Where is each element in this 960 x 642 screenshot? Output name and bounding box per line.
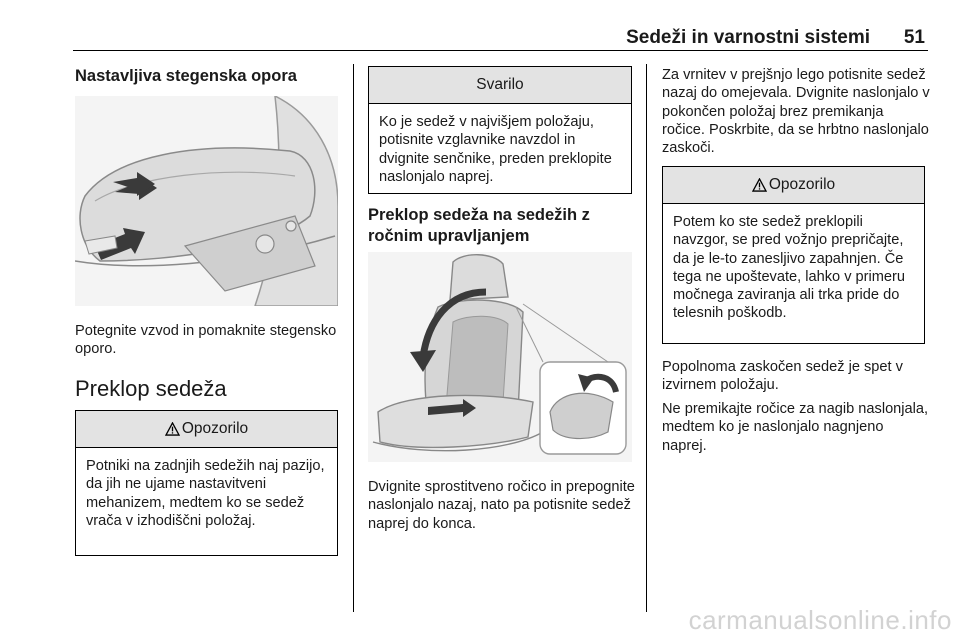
- warning-triangle-icon: [752, 178, 767, 192]
- warning-box-text: Potem ko ste sedež preklopili navzgor, se pred vožnjo prepričajte, da je le-to zanesljivo zapahnjen. Če tega ne upoštevate, lahko v primeru močnega zaviranja ali trka pride do telesnih poškodb.: [673, 214, 906, 322]
- warning-box-title: Opozorilo: [768, 176, 836, 193]
- thigh-support-heading: Nastavljiva stegenska opora: [75, 67, 297, 85]
- return-position-text: Za vrnitev v prejšnjo lego potisnite sedež nazaj do omejevala. Dvignite naslonjalo v pokončen položaj brez premikanja ročice. Poskrbite, da se hrbtno naslonjalo zaskoči.: [662, 67, 930, 157]
- warning-box-rear-passengers: [75, 410, 338, 556]
- thigh-support-illustration: [75, 96, 338, 306]
- warning-box-header: [663, 167, 924, 204]
- thigh-support-caption: Potegnite vzvod in pomaknite stegensko oporo.: [75, 323, 337, 358]
- warning-box-text: Potniki na zadnjih sedežih naj pazijo, da jih ne ujame nastavitveni mehanizem, medtem ko se sedež vrača v izhodiščni položaj.: [86, 458, 325, 529]
- column-divider-right: [646, 64, 647, 612]
- column-divider-left: [353, 64, 354, 612]
- warning-box-header: [76, 411, 337, 448]
- notice-box-text: Ko je sedež v najvišjem položaju, potisnite vzglavnike navzdol in dvignite senčnike, preden preklopite naslonjalo naprej.: [379, 114, 612, 185]
- notice-box-title: Svarilo: [476, 76, 524, 93]
- seat-fold-illustration: [368, 252, 632, 462]
- manual-seat-fold-heading: Preklop sedeža na sedežih z ročnim upravljanjem: [368, 206, 590, 245]
- header-rule: [73, 50, 928, 51]
- seat-fold-drawing: [368, 252, 632, 462]
- seat-fold-section-title: Preklop sedeža: [75, 376, 227, 401]
- seat-fold-caption: Dvignite sprostitveno ročico in prepognite naslonjalo nazaj, nato pa potisnite sedež naprej do konca.: [368, 479, 635, 532]
- page-number: 51: [903, 27, 925, 48]
- warning-triangle-icon: [165, 422, 180, 436]
- seat-cushion-drawing: [75, 96, 338, 306]
- do-not-move-lever-text: Ne premikajte ročice za nagib naslonjala, medtem ko je naslonjalo nagnjeno naprej.: [662, 401, 929, 454]
- seat-locked-text: Popolnoma zaskočen sedež je spet v izvirnem položaju.: [662, 359, 903, 394]
- warning-box-title: Opozorilo: [181, 420, 249, 437]
- warning-box-locking: [662, 166, 925, 344]
- notice-box-headrests: [368, 66, 632, 194]
- watermark: carmanualsonline.info: [688, 605, 952, 635]
- page-header-title: Sedeži in varnostni sistemi: [626, 27, 870, 48]
- notice-box-header: [369, 67, 631, 104]
